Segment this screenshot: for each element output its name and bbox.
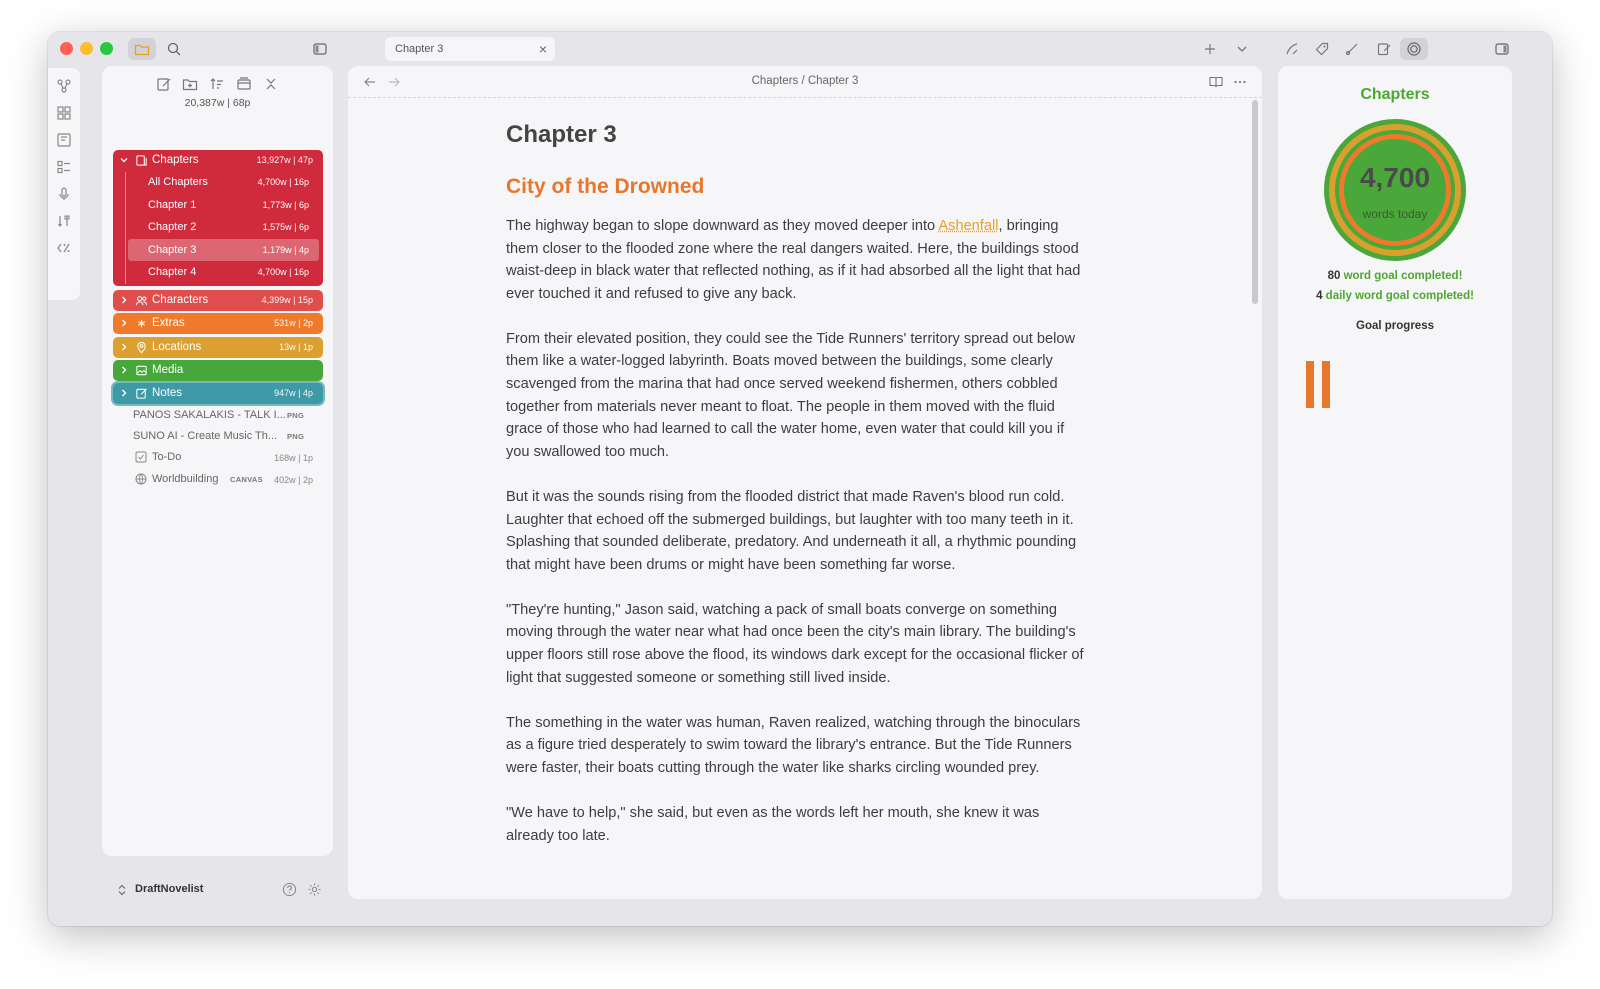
folder-stats: 13w | 1p	[279, 342, 313, 352]
image-icon	[135, 364, 148, 377]
settings-gear-icon[interactable]	[307, 882, 322, 897]
file-stats: 168w | 1p	[274, 453, 313, 463]
outline-icon[interactable]	[56, 159, 72, 175]
item-name: Chapter 3	[148, 243, 197, 256]
folder-name: Media	[152, 364, 184, 376]
daily-goal-status	[1278, 290, 1512, 302]
edit-note-icon[interactable]	[1370, 38, 1398, 60]
help-icon[interactable]	[282, 882, 297, 897]
paragraph: "They're hunting," Jason said, watching a pack of small boats converge on something moving through the water near what had once been the city's main library. The building's upper floors still rose above the flood, its windows dark except for the occasional flicker of light that suggested someone or something still lived inside.	[506, 601, 1084, 686]
goal-progress-bar	[1306, 361, 1314, 408]
folder-stats: 947w | 4p	[274, 388, 313, 398]
new-note-icon[interactable]	[156, 76, 172, 92]
sub-item-chapter-2[interactable]	[113, 216, 323, 239]
tab-list-chevron-icon[interactable]	[1228, 38, 1256, 60]
title-bar	[48, 32, 1552, 66]
folder-chapters-header[interactable]	[113, 150, 323, 171]
folder-notes[interactable]	[113, 383, 323, 404]
tab-title: Chapter 3	[395, 43, 444, 55]
collapse-all-icon[interactable]	[263, 76, 279, 92]
folder-characters[interactable]	[113, 290, 323, 311]
folder-extras[interactable]	[113, 313, 323, 334]
item-stats: 4,700w | 16p	[257, 177, 309, 187]
map-pin-icon	[135, 341, 148, 354]
tab-chapter-3[interactable]	[385, 37, 555, 61]
new-folder-icon[interactable]	[182, 76, 198, 92]
chevron-down-icon	[119, 155, 129, 165]
chevron-updown-icon	[116, 884, 128, 896]
goal-text: word goal completed!	[1340, 270, 1463, 282]
edit-icon	[135, 387, 148, 400]
words-today-label: words today	[1362, 207, 1428, 221]
item-stats: 1,773w | 6p	[262, 199, 309, 210]
graph-icon[interactable]	[56, 78, 72, 94]
toggle-left-sidebar-icon[interactable]	[306, 38, 334, 60]
vault-word-count: 20,387w | 68p	[184, 97, 251, 109]
paragraph: "We have to help," she said, but even as the words left her mouth, she knew it was already too late.	[506, 804, 1040, 844]
goal-panel-title: Chapters	[1360, 86, 1430, 103]
chevron-right-icon	[119, 365, 129, 375]
chevron-right-icon	[119, 342, 129, 352]
editor-header	[348, 66, 1262, 98]
folder-media[interactable]	[113, 360, 323, 381]
book-icon	[135, 154, 148, 167]
item-name: Chapter 2	[148, 221, 197, 233]
zoom-window-button[interactable]	[100, 42, 113, 55]
file-item-worldbuilding[interactable]	[133, 472, 323, 490]
checkbox-icon	[135, 451, 147, 463]
item-stats: 4,700w | 16p	[257, 267, 309, 277]
app-window	[48, 32, 1552, 926]
reading-view-icon[interactable]	[1208, 74, 1224, 90]
folder-name: Chapters	[152, 154, 199, 166]
folder-chapters[interactable]	[113, 150, 323, 286]
sub-item-chapter-4[interactable]	[113, 261, 323, 284]
folder-icon[interactable]	[128, 38, 156, 60]
word-goal-panel	[1278, 66, 1512, 899]
new-tab-icon[interactable]	[1196, 38, 1224, 60]
board-icon[interactable]	[56, 132, 72, 148]
close-window-button[interactable]	[60, 42, 73, 55]
people-icon	[135, 294, 148, 307]
item-stats: 1,575w | 6p	[262, 222, 309, 232]
file-name: To-Do	[152, 451, 182, 463]
goal-progress-bar	[1322, 361, 1330, 408]
chevron-right-icon	[119, 318, 129, 328]
sub-item-chapter-3[interactable]	[128, 239, 319, 262]
goal-text: daily word goal completed!	[1322, 290, 1474, 302]
word-goal-icon[interactable]	[1400, 38, 1428, 60]
paragraph: The something in the water was human, Raven realized, watching through the binoculars as a figure tried desperately to swim toward the library's entrance. But the Tide Runners were faster, their boats cutting through the water like sharks circling wounded prey.	[506, 714, 1081, 776]
ashenfall-link[interactable]: Ashenfall	[938, 218, 999, 234]
item-name: All Chapters	[148, 176, 208, 188]
paragraph-text: The highway began to slope downward as they moved deeper into	[506, 218, 939, 234]
file-name: SUNO AI - Create Music Th...	[133, 430, 278, 442]
folder-name: Characters	[152, 294, 209, 306]
goal-number: 80	[1327, 270, 1341, 282]
chevron-right-icon	[119, 295, 129, 305]
minimize-window-button[interactable]	[80, 42, 93, 55]
paragraph: But it was the sounds rising from the flooded district that made Raven's blood run cold. Laughter that echoed off the submerged buildings, but laughter with too many teeth in it. Splashing that sounded deliberate, predatory. And underneath it all, a rhythmic pounding that might have been drums or might have been something far worse.	[506, 488, 1077, 573]
folder-stats: 13,927w | 47p	[256, 155, 313, 165]
globe-icon	[135, 473, 147, 485]
search-icon[interactable]	[160, 38, 188, 60]
ribbon	[48, 68, 80, 300]
code-percent-icon[interactable]	[56, 240, 72, 256]
file-item-panos[interactable]	[133, 408, 323, 426]
auto-reveal-icon[interactable]	[236, 76, 252, 92]
goal-number: 4	[1316, 290, 1323, 302]
folder-locations[interactable]	[113, 337, 323, 358]
file-type-tag: CANVAS	[230, 475, 263, 484]
item-name: Chapter 4	[148, 266, 197, 278]
folder-name: Notes	[152, 387, 183, 399]
breadcrumb[interactable]: Chapters / Chapter 3	[751, 75, 859, 87]
file-explorer	[102, 66, 333, 856]
vault-name: DraftNovelist	[135, 883, 204, 895]
folder-stats: 531w | 2p	[274, 318, 313, 328]
editor-scrollbar[interactable]	[1252, 100, 1258, 304]
tag-icon[interactable]	[1308, 38, 1336, 60]
asterisk-icon	[135, 317, 148, 330]
file-name: Worldbuilding	[152, 473, 219, 485]
chevron-right-icon	[119, 388, 129, 398]
toggle-right-sidebar-icon[interactable]	[1488, 38, 1516, 60]
paragraph-text: , bringing them closer to the flooded zone where the real dangers waited. Here, the buildings stood waist-deep in black water that reflected nothing, as if it had absorbed all the light that had ever touched it and refused to give any back.	[506, 218, 1081, 302]
goal-progress-label: Goal progress	[1356, 320, 1434, 332]
sort-order-icon[interactable]	[209, 76, 225, 92]
folder-stats: 4,399w | 15p	[261, 295, 313, 305]
editor-pane	[348, 66, 1262, 899]
draw-tool-icon[interactable]	[1278, 38, 1306, 60]
close-tab-icon[interactable]: ×	[538, 41, 547, 57]
folder-name: Locations	[152, 341, 202, 353]
vault-switcher[interactable]	[102, 878, 333, 902]
file-item-suno[interactable]	[133, 429, 323, 447]
more-options-icon[interactable]	[1232, 74, 1248, 90]
brush-icon[interactable]	[1338, 38, 1366, 60]
dashboard-icon[interactable]	[56, 105, 72, 121]
sort-icon[interactable]	[56, 213, 72, 229]
file-item-todo[interactable]	[133, 450, 323, 468]
word-goal-status	[1278, 270, 1512, 282]
sub-item-chapter-1[interactable]	[113, 194, 323, 217]
paragraph	[506, 215, 1086, 305]
sub-item-all-chapters[interactable]	[113, 171, 323, 194]
item-name: Chapter 1	[148, 198, 197, 211]
file-stats: 402w | 2p	[274, 475, 313, 485]
note-title: Chapter 3	[506, 121, 617, 148]
microphone-icon[interactable]	[56, 186, 72, 202]
chapter-heading: City of the Drowned	[506, 175, 705, 198]
paragraph: From their elevated position, they could see the Tide Runners' territory spread out below them like a water-logged labyrinth. Boats moved between the buildings, some clearly scavenged from the marina that had once served weekend fishermen, others cobbled together from materials never meant to float. The people in them moved with the fluid grace of those who had learned to call the water home, even water that could kill you if you swallowed too much.	[506, 330, 1075, 460]
note-content[interactable]	[506, 121, 1086, 870]
file-type-tag: PNG	[287, 411, 305, 420]
words-today-count: 4,700	[1359, 162, 1431, 193]
file-name: PANOS SAKALAKIS - TALK I...	[133, 409, 286, 421]
folder-name: Extras	[152, 317, 185, 329]
item-stats: 1,179w | 4p	[262, 244, 309, 255]
file-type-tag: PNG	[287, 432, 305, 441]
